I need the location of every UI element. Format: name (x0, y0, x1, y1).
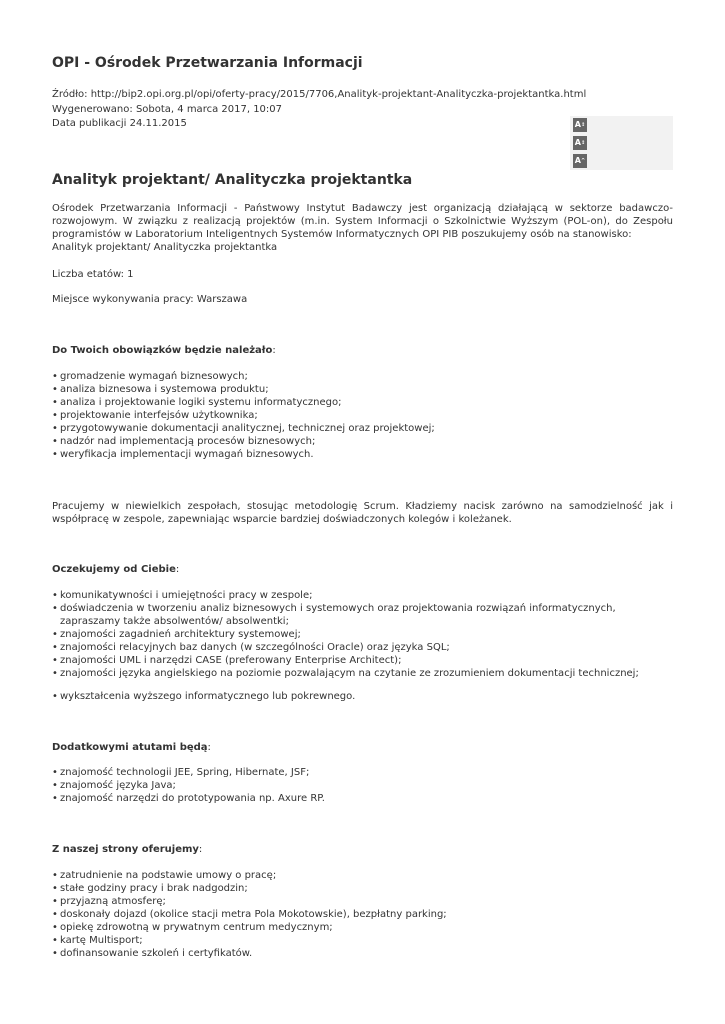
teamwork-paragraph: Pracujemy w niewielkich zespołach, stosując metodologię Scrum. Kładziemy nacisk zarówno na samodzielność jak i współpracę w zespole, zapewniając wsparcie bardziej doświadczonych kolegów i koleżanek. (52, 501, 673, 525)
list-item: • projektowanie interfejsów użytkownika; (52, 409, 673, 422)
list-item: • stałe godziny pracy i brak nadgodzin; (52, 882, 673, 895)
font-size-controls (570, 116, 673, 170)
list-item: • analiza biznesowa i systemowa produktu; (52, 383, 673, 396)
offer-list (52, 869, 673, 960)
font-increase-button[interactable]: A↕ (573, 118, 587, 132)
list-item: • kartę Multisport; (52, 934, 673, 947)
duties-list (52, 370, 673, 461)
list-item: • wykształcenia wyższego informatycznego lub pokrewnego. (52, 690, 673, 703)
list-item: • zatrudnienie na podstawie umowy o pracę; (52, 869, 673, 882)
font-decrease-icon: A (574, 156, 581, 165)
list-item: • znajomość narzędzi do prototypowania np. Axure RP. (52, 792, 673, 805)
list-item: • doświadczenia w tworzeniu analiz biznesowych i systemowych oraz projektowania rozwiązań informatycznych, zapraszamy także absolwentów/ absolwentki; (52, 602, 673, 628)
job-title: Analityk projektant/ Analityczka projektantka (52, 172, 413, 188)
list-item: • dofinansowanie szkoleń i certyfikatów. (52, 947, 673, 960)
source-url: Źródło: http://bip2.opi.org.pl/opi/oferty-pracy/2015/7706,Analityk-projektant-Analityczka-projektantka.html (52, 89, 587, 100)
list-item: • znajomości relacyjnych baz danych (w szczególności Oracle) oraz języka SQL; (52, 641, 673, 654)
font-reset-icon: A (574, 138, 581, 147)
list-item: • analiza i projektowanie logiki systemu informatycznego; (52, 396, 673, 409)
assets-heading: Dodatkowymi atutami będą (52, 742, 208, 753)
intro-paragraph: Ośrodek Przetwarzania Informacji - Państwowy Instytut Badawczy jest organizacją działającą w sektorze badawczo-rozwojowym. W związku z realizacją projektów (m.in. System Informacji o Szkolnictwie Wyższym (POL-on), do Zespołu programistów w Laboratorium Inteligentnych Systemów Informatycznych OPI PIB poszukujemy osób na stanowisko: (52, 203, 673, 240)
list-item: • opiekę zdrowotną w prywatnym centrum medycznym; (52, 921, 673, 934)
expectations-heading-row: Oczekujemy od Ciebie: (52, 564, 180, 575)
fte-count: Liczba etatów: 1 (52, 269, 134, 280)
assets-list (52, 766, 673, 805)
expectations-list (52, 589, 673, 680)
list-item: • znajomości UML i narzędzi CASE (preferowany Enterprise Architect); (52, 654, 673, 667)
intro-position: Analityk projektant/ Analityczka projektantka (52, 242, 278, 253)
list-item: • doskonały dojazd (okolice stacji metra Pola Mokotowskie), bezpłatny parking; (52, 908, 673, 921)
generated-date: Wygenerowano: Sobota, 4 marca 2017, 10:07 (52, 103, 283, 115)
job-intro (52, 202, 673, 254)
font-decrease-button[interactable]: A^ (573, 154, 587, 168)
expectations-heading: Oczekujemy od Ciebie (52, 564, 176, 575)
work-location: Miejsce wykonywania pracy: Warszawa (52, 294, 248, 305)
organization-title: OPI - Ośrodek Przetwarzania Informacji (52, 55, 363, 71)
list-item: • znajomość technologii JEE, Spring, Hibernate, JSF; (52, 766, 673, 779)
font-reset-button[interactable]: A↕ (573, 136, 587, 150)
list-item: • znajomość języka Java; (52, 779, 673, 792)
list-item: • gromadzenie wymagań biznesowych; (52, 370, 673, 383)
font-increase-icon: A (574, 120, 581, 129)
list-item: • przyjazną atmosferę; (52, 895, 673, 908)
assets-heading-row: Dodatkowymi atutami będą: (52, 742, 211, 753)
list-item: • przygotowywanie dokumentacji analitycznej, technicznej oraz projektowej; (52, 422, 673, 435)
offer-heading-row: Z naszej strony oferujemy: (52, 844, 203, 855)
offer-heading: Z naszej strony oferujemy (52, 844, 199, 855)
list-item: • znajomości zagadnień architektury systemowej; (52, 628, 673, 641)
list-item: • weryfikacja implementacji wymagań biznesowych. (52, 448, 673, 461)
duties-heading-row: Do Twoich obowiązków będzie należało: (52, 345, 276, 356)
publication-date: Data publikacji 24.11.2015 (52, 118, 187, 129)
education-list (52, 690, 673, 703)
list-item: • znajomości języka angielskiego na poziomie pozwalającym na czytanie ze zrozumieniem dokumentacji technicznej; (52, 667, 673, 680)
list-item: • nadzór nad implementacją procesów biznesowych; (52, 435, 673, 448)
document-meta (52, 88, 586, 132)
list-item: • komunikatywności i umiejętności pracy w zespole; (52, 589, 673, 602)
duties-heading: Do Twoich obowiązków będzie należało (52, 345, 273, 356)
